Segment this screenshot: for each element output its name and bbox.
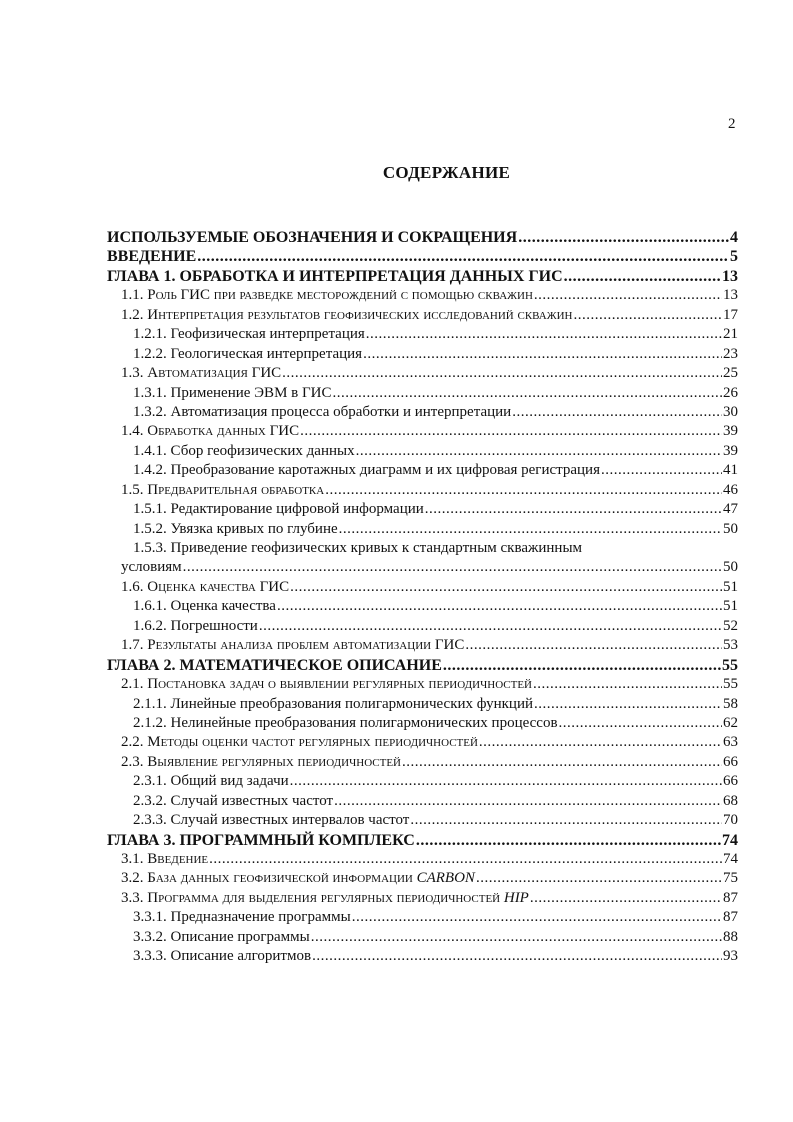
toc-entry-text: ВВЕДЕНИЕ xyxy=(107,248,197,266)
toc-page-number: 51 xyxy=(723,578,738,595)
toc-entry[interactable] xyxy=(107,908,738,927)
page-title: СОДЕРЖАНИЕ xyxy=(382,163,511,182)
toc-entry[interactable] xyxy=(107,539,738,578)
dot-leader xyxy=(573,306,722,325)
toc-entry-title xyxy=(133,384,332,403)
dot-leader xyxy=(300,422,722,441)
dot-leader xyxy=(259,617,722,636)
dot-leader xyxy=(277,597,722,616)
toc-entry[interactable] xyxy=(107,850,738,869)
toc-entry[interactable] xyxy=(107,500,738,519)
toc-entry-text: 1.6.1. Оценка качества xyxy=(133,598,276,615)
toc-entry-title xyxy=(133,792,333,811)
dot-leader xyxy=(312,947,722,966)
toc-entry-title xyxy=(121,364,281,383)
dot-leader xyxy=(601,461,722,480)
toc-page-number: 62 xyxy=(723,714,738,731)
toc-entry-title xyxy=(133,714,558,733)
toc-entry-title xyxy=(133,928,310,947)
toc-entry-title xyxy=(121,422,299,441)
toc-page-number: 74 xyxy=(722,831,738,849)
toc-entry-title xyxy=(107,267,563,286)
toc-entry-text: 2.3.1. Общий вид задачи xyxy=(133,773,289,790)
toc-entry-text: 2.3.2. Случай известных частот xyxy=(133,792,334,809)
toc-page-number: 30 xyxy=(723,403,738,420)
toc-page-number: 26 xyxy=(723,384,738,401)
toc-page-number: 50 xyxy=(723,559,738,576)
toc-entry[interactable] xyxy=(107,461,738,480)
toc-entry-title xyxy=(133,325,365,344)
toc-entry-text: 2.1.2. Нелинейные преобразования полигармонических процессов xyxy=(133,714,558,731)
toc-entry[interactable] xyxy=(107,947,738,966)
toc-entry-title xyxy=(133,772,289,791)
toc-entry-text: 1.6.2. Погрешности xyxy=(133,617,258,634)
dot-leader xyxy=(564,267,721,286)
toc-entry[interactable] xyxy=(107,617,738,636)
toc-entry[interactable] xyxy=(107,695,738,714)
toc-entry[interactable] xyxy=(107,247,738,266)
dot-leader xyxy=(479,733,722,752)
dot-leader xyxy=(416,831,721,850)
toc-entry-title xyxy=(133,345,362,364)
toc-entry-title xyxy=(133,500,424,519)
toc-entry[interactable] xyxy=(107,228,738,247)
toc-page-number: 63 xyxy=(723,734,738,751)
toc-entry[interactable] xyxy=(107,675,738,694)
toc-entry[interactable] xyxy=(107,753,738,772)
toc-entry[interactable] xyxy=(107,869,738,888)
toc-page-number: 55 xyxy=(722,656,738,674)
dot-leader xyxy=(410,811,722,830)
dot-leader xyxy=(356,442,722,461)
toc-entry[interactable] xyxy=(107,831,738,850)
dot-leader xyxy=(352,908,722,927)
toc-entry[interactable] xyxy=(107,792,738,811)
toc-entry[interactable] xyxy=(107,772,738,791)
toc-page-number: 58 xyxy=(723,695,738,712)
toc-entry-title xyxy=(133,617,258,636)
toc-entry[interactable] xyxy=(107,422,738,441)
toc-entry-title xyxy=(133,461,600,480)
toc-entry-text: 1.3. Автоматизация ГИС xyxy=(121,365,282,382)
dot-leader xyxy=(465,636,722,655)
toc-entry[interactable] xyxy=(107,267,738,286)
toc-page-number: 13 xyxy=(723,287,738,304)
toc-entry-title xyxy=(121,286,533,305)
toc-entry-title xyxy=(133,811,409,830)
toc-page-number: 47 xyxy=(723,501,738,518)
toc-entry-text: 3.3.3. Описание алгоритмов xyxy=(133,948,312,965)
dot-leader xyxy=(518,228,729,247)
toc-entry-text: 1.5. Предварительная обработка xyxy=(121,481,325,498)
toc-entry-title xyxy=(133,908,351,927)
toc-entry[interactable] xyxy=(107,306,738,325)
toc-entry-text: 2.3.3. Случай известных интервалов частот xyxy=(133,812,410,829)
toc-entry[interactable] xyxy=(107,403,738,422)
dot-leader xyxy=(282,364,722,383)
toc-entry-title xyxy=(121,636,464,655)
toc-entry-text: 2.2. Методы оценки частот регулярных периодичностей xyxy=(121,734,478,751)
toc-page-number: 21 xyxy=(723,326,738,343)
dot-leader xyxy=(533,675,722,694)
toc-entry-text: 1.3.2. Автоматизация процесса обработки и интерпретации xyxy=(133,403,512,420)
toc-entry-text: 1.5.1. Редактирование цифровой информации xyxy=(133,501,424,518)
dot-leader xyxy=(363,345,722,364)
toc-entry-text: 3.1. Введение xyxy=(121,851,209,867)
toc-entry-title xyxy=(107,228,517,247)
toc-page-number: 41 xyxy=(723,462,738,479)
toc-page-number: 68 xyxy=(723,792,738,809)
toc-entry[interactable] xyxy=(107,520,738,539)
dot-leader xyxy=(559,714,722,733)
toc-entry[interactable] xyxy=(107,384,738,403)
toc-entry-program-name: CARBON xyxy=(416,870,475,887)
toc-entry-title xyxy=(133,403,511,422)
toc-entry-program-name: HIP xyxy=(503,889,529,906)
dot-leader xyxy=(197,247,729,266)
toc-entry-title xyxy=(121,733,478,752)
toc-page-number: 25 xyxy=(723,365,738,382)
dot-leader xyxy=(512,403,722,422)
dot-leader xyxy=(366,325,722,344)
toc-entry-text: 1.4.1. Сбор геофизических данных xyxy=(133,442,355,459)
toc-page-number: 53 xyxy=(723,637,738,654)
toc-entry-text: ГЛАВА 3. ПРОГРАММНЫЙ КОМПЛЕКС xyxy=(107,831,415,849)
toc-entry-text: ГЛАВА 2. МАТЕМАТИЧЕСКОЕ ОПИСАНИЕ xyxy=(107,656,442,674)
dot-leader xyxy=(325,481,722,500)
toc-entry-text: 1.2. Интерпретация результатов геофизических исследований скважин xyxy=(121,306,573,323)
toc-entry-title-continued: условиям xyxy=(121,559,182,576)
dot-leader xyxy=(534,286,722,305)
toc-page-number: 66 xyxy=(723,753,738,770)
toc-entry-text: 1.5.2. Увязка кривых по глубине xyxy=(133,520,338,537)
toc-entry-title: 1.5.3. Приведение геофизических кривых к стандартным скважинным xyxy=(133,540,583,556)
toc-entry-title xyxy=(121,889,529,908)
toc-entry-title xyxy=(107,247,196,266)
toc-entry-text: 3.3.2. Описание программы xyxy=(133,928,310,945)
toc-page-number: 88 xyxy=(723,928,738,945)
toc-page-number: 87 xyxy=(723,909,738,926)
toc-entry[interactable] xyxy=(107,597,738,616)
toc-entry-title xyxy=(107,831,415,850)
toc-entry-title xyxy=(133,597,276,616)
dot-leader xyxy=(402,753,722,772)
toc-entry-title xyxy=(121,850,208,869)
toc-entry-title xyxy=(121,675,532,694)
dot-leader xyxy=(183,558,722,577)
toc-entry[interactable] xyxy=(107,345,738,364)
toc-page-number: 87 xyxy=(723,889,738,906)
dot-leader xyxy=(476,869,722,888)
toc-page-number: 13 xyxy=(722,267,738,285)
dot-leader xyxy=(339,520,722,539)
toc-page-number: 74 xyxy=(723,851,738,867)
toc-entry-text: 1.7. Результаты анализа проблем автоматизации ГИС xyxy=(121,637,465,654)
toc-page-number: 39 xyxy=(723,442,738,459)
toc-entry[interactable] xyxy=(107,442,738,461)
dot-leader xyxy=(534,695,722,714)
toc-page-number: 17 xyxy=(723,306,738,323)
toc-page-number: 93 xyxy=(723,948,738,965)
toc-page-number: 50 xyxy=(723,520,738,537)
toc-page-number: 51 xyxy=(723,598,738,615)
toc-entry[interactable] xyxy=(107,325,738,344)
toc-page-number: 4 xyxy=(730,229,738,246)
toc-entry-text: 1.2.1. Геофизическая интерпретация xyxy=(133,326,365,343)
toc-page-number: 75 xyxy=(723,870,738,887)
toc-entry[interactable] xyxy=(107,733,738,752)
toc-entry-text: ИСПОЛЬЗУЕМЫЕ ОБОЗНАЧЕНИЯ И СОКРАЩЕНИЯ xyxy=(107,229,518,246)
dot-leader xyxy=(290,578,722,597)
toc-entry[interactable] xyxy=(107,286,738,305)
toc-entry-text: 1.3.1. Применение ЭВМ в ГИС xyxy=(133,384,332,401)
toc-page-number: 5 xyxy=(730,248,738,266)
toc-entry[interactable] xyxy=(107,636,738,655)
toc-entry-text: 3.3. Программа для выделения регулярных периодичностей xyxy=(121,889,504,906)
toc-entry-text: 1.1. Роль ГИС при разведке месторождений с помощью скважин xyxy=(121,287,533,304)
dot-leader xyxy=(311,928,722,947)
dot-leader xyxy=(334,792,722,811)
toc-entry[interactable] xyxy=(107,481,738,500)
toc-page-number: 39 xyxy=(723,423,738,440)
toc-entry-text: 3.2. База данных геофизической информации xyxy=(121,870,417,887)
toc-page-number: 52 xyxy=(723,617,738,634)
toc-page-number: 66 xyxy=(723,773,738,790)
toc-entry[interactable] xyxy=(107,578,738,597)
table-of-contents xyxy=(107,228,738,967)
toc-page-number: 70 xyxy=(723,812,738,829)
dot-leader xyxy=(209,850,722,869)
toc-entry[interactable] xyxy=(107,714,738,733)
toc-entry-text: 1.4.2. Преобразование каротажных диаграмм и их цифровая регистрация xyxy=(133,462,600,479)
toc-entry-title xyxy=(121,481,324,500)
toc-entry-text: 3.3.1. Предназначение программы xyxy=(133,909,351,926)
toc-entry-text: 1.4. Обработка данных ГИС xyxy=(121,423,300,440)
toc-entry[interactable] xyxy=(107,889,738,908)
toc-entry[interactable] xyxy=(107,811,738,830)
dot-leader xyxy=(425,500,722,519)
dot-leader xyxy=(443,656,721,675)
dot-leader xyxy=(530,889,722,908)
toc-entry-text: 2.1. Постановка задач о выявлении регулярных периодичностей xyxy=(121,676,532,693)
dot-leader xyxy=(290,772,722,791)
toc-entry[interactable] xyxy=(107,364,738,383)
toc-entry-title xyxy=(121,578,289,597)
page-number: 2 xyxy=(728,116,736,132)
toc-page-number: 46 xyxy=(723,481,738,498)
toc-entry-title xyxy=(107,656,442,675)
dot-leader xyxy=(333,384,723,403)
toc-entry-text: 1.6. Оценка качества ГИС xyxy=(121,578,290,595)
toc-page-number: 23 xyxy=(723,345,738,362)
toc-entry-title xyxy=(133,520,338,539)
toc-entry-text: 1.2.2. Геологическая интерпретация xyxy=(133,345,363,362)
toc-entry-title xyxy=(133,442,355,461)
toc-entry[interactable] xyxy=(107,656,738,675)
toc-entry-title xyxy=(121,306,572,325)
toc-entry-title xyxy=(133,947,311,966)
toc-entry-title xyxy=(121,869,475,888)
toc-entry-text: 2.3. Выявление регулярных периодичностей xyxy=(121,753,401,770)
toc-entry-text: ГЛАВА 1. ОБРАБОТКА И ИНТЕРПРЕТАЦИЯ ДАННЫХ ГИС xyxy=(107,267,563,285)
toc-entry[interactable] xyxy=(107,928,738,947)
toc-entry-title xyxy=(133,695,533,714)
toc-entry-text: 2.1.1. Линейные преобразования полигармонических функций xyxy=(133,695,533,712)
toc-page-number: 55 xyxy=(723,676,738,693)
toc-entry-title xyxy=(121,753,401,772)
